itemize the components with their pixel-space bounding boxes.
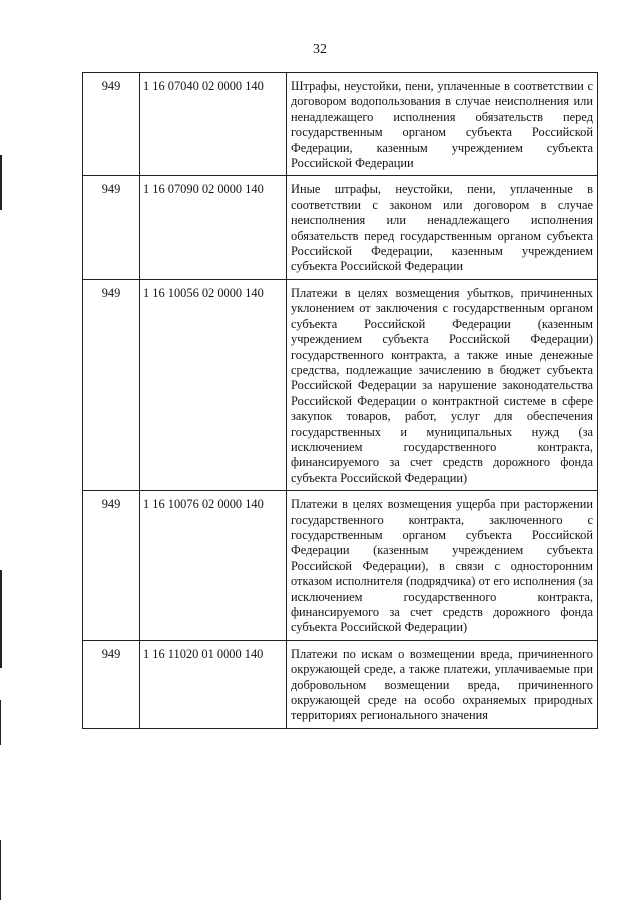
table-row xyxy=(83,491,598,641)
admin-code-cell: 949 xyxy=(83,279,140,490)
revenue-name-cell: Платежи по искам о возмещении вреда, причиненного окружающей среде, а также платежи, уплачиваемые при добровольном возмещении вреда, причиненного окружающей среде на особо охраняемых природных территориях регионального значения xyxy=(287,640,598,728)
kbk-code-cell: 1 16 11020 01 0000 140 xyxy=(140,640,287,728)
revenue-name-cell: Иные штрафы, неустойки, пени, уплаченные в соответствии с законом или договором в случае неисполнения или ненадлежащего исполнения обязательств перед государственным органом субъекта Российской Федерации, казенным учреждением субъекта Российской Федерации xyxy=(287,176,598,279)
admin-code-cell: 949 xyxy=(83,491,140,641)
kbk-code-cell: 1 16 07040 02 0000 140 xyxy=(140,73,287,176)
table-row xyxy=(83,640,598,728)
kbk-code-cell: 1 16 10076 02 0000 140 xyxy=(140,491,287,641)
revenue-codes-table xyxy=(82,72,598,729)
scan-artifact xyxy=(0,570,2,668)
scan-artifact xyxy=(0,840,1,900)
scan-artifact xyxy=(0,700,1,745)
page-number: 32 xyxy=(313,42,327,57)
admin-code-cell: 949 xyxy=(83,73,140,176)
table-row xyxy=(83,73,598,176)
kbk-code-cell: 1 16 10056 02 0000 140 xyxy=(140,279,287,490)
table-row xyxy=(83,176,598,279)
revenue-name-cell: Платежи в целях возмещения убытков, причиненных уклонением от заключения с государственным органом субъекта Российской Федерации (казенным учреждением субъекта Российской Федерации) государственного контракта, а также иные денежные средства, подлежащие зачислению в бюджет субъекта Российской Федерации за нарушение законодательства Российской Федерации о контрактной системе в сфере закупок товаров, работ, услуг для обеспечения государственных и муниципальных нужд (за исключением государственного контракта, финансируемого за счет средств дорожного фонда субъекта Российской Федерации) xyxy=(287,279,598,490)
scan-artifact xyxy=(0,155,2,210)
kbk-code-cell: 1 16 07090 02 0000 140 xyxy=(140,176,287,279)
revenue-name-cell: Штрафы, неустойки, пени, уплаченные в соответствии с договором водопользования в случае неисполнения или ненадлежащего исполнения обязательств перед государственным органом субъекта Российской Федерации, казенным учреждением субъекта Российской Федерации xyxy=(287,73,598,176)
revenue-name-cell: Платежи в целях возмещения ущерба при расторжении государственного контракта, заключенного с государственным органом субъекта Российской Федерации (казенным учреждением субъекта Российской Федерации), в связи с односторонним отказом исполнителя (подрядчика) от его исполнения (за исключением государственного контракта, финансируемого за счет средств дорожного фонда субъекта Российской Федерации) xyxy=(287,491,598,641)
admin-code-cell: 949 xyxy=(83,640,140,728)
table-row xyxy=(83,279,598,490)
admin-code-cell: 949 xyxy=(83,176,140,279)
